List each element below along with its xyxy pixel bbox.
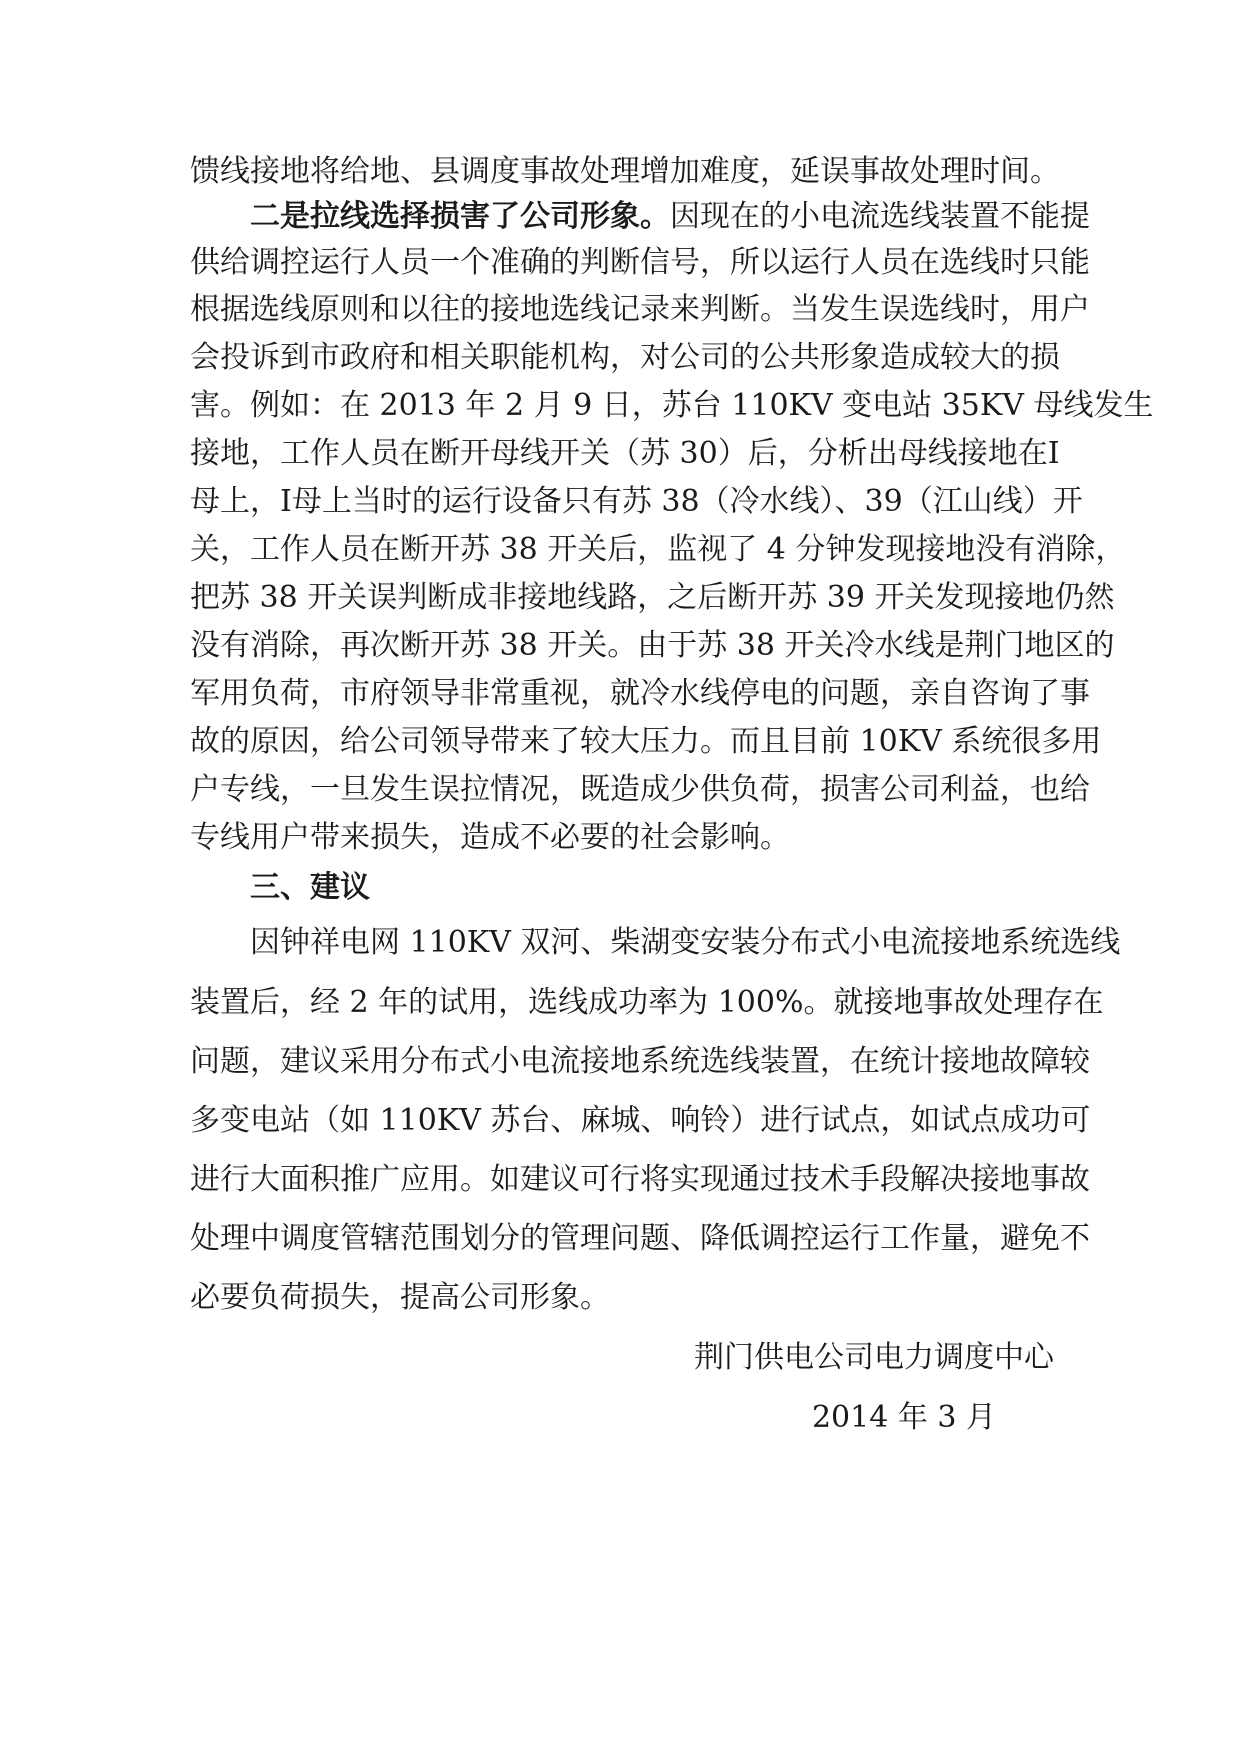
paragraph-line [250, 197, 1090, 237]
paragraph-line: 母上，Ⅰ母上当时的运行设备只有苏 38（冷水线）、39（江山线）开 [190, 484, 1083, 519]
signature-organization: 荆门供电公司电力调度中心 [694, 1340, 1054, 1375]
paragraph-line: 装置后，经 2 年的试用，选线成功率为 100%。就接地事故处理存在 [190, 985, 1104, 1020]
paragraph-line: 进行大面积推广应用。如建议可行将实现通过技术手段解决接地事故 [190, 1162, 1090, 1197]
point-two-first-line: 因现在的小电流选线装置不能提 [670, 199, 1090, 234]
paragraph-line: 户专线，一旦发生误拉情况，既造成少供负荷，损害公司利益，也给 [190, 772, 1090, 807]
paragraph-line: 会投诉到市政府和相关职能机构，对公司的公共形象造成较大的损 [190, 340, 1060, 375]
paragraph-line: 根据选线原则和以往的接地选线记录来判断。当发生误选线时，用户 [190, 292, 1090, 327]
paragraph-line: 多变电站（如 110KV 苏台、麻城、响铃）进行试点，如试点成功可 [190, 1103, 1091, 1138]
paragraph-line: 没有消除，再次断开苏 38 开关。由于苏 38 开关冷水线是荆门地区的 [190, 628, 1115, 663]
section-heading: 三、建议 [250, 870, 370, 905]
paragraph-line: 专线用户带来损失，造成不必要的社会影响。 [190, 820, 790, 855]
paragraph-line: 把苏 38 开关误判断成非接地线路，之后断开苏 39 开关发现接地仍然 [190, 580, 1115, 615]
signature-date: 2014 年 3 月 [811, 1400, 996, 1435]
point-two-lead: 二是拉线选择损害了公司形象。 [250, 199, 670, 234]
paragraph-line: 必要负荷损失，提高公司形象。 [190, 1280, 610, 1315]
paragraph-line: 因钟祥电网 110KV 双河、柴湖变安装分布式小电流接地系统选线 [250, 925, 1121, 960]
paragraph-line: 馈线接地将给地、县调度事故处理增加难度，延误事故处理时间。 [190, 154, 1060, 189]
paragraph-line: 处理中调度管辖范围划分的管理问题、降低调控运行工作量，避免不 [190, 1221, 1090, 1256]
paragraph-line: 关，工作人员在断开苏 38 开关后，监视了 4 分钟发现接地没有消除， [190, 532, 1126, 567]
paragraph-line: 故的原因，给公司领导带来了较大压力。而且目前 10KV 系统很多用 [190, 724, 1102, 759]
paragraph-line: 害。例如：在 2013 年 2 月 9 日，苏台 110KV 变电站 35KV 母线发生 [190, 388, 1154, 423]
paragraph-line: 军用负荷，市府领导非常重视，就冷水线停电的问题，亲自咨询了事 [190, 676, 1090, 711]
paragraph-line: 供给调控运行人员一个准确的判断信号，所以运行人员在选线时只能 [190, 245, 1090, 280]
paragraph-line: 问题，建议采用分布式小电流接地系统选线装置，在统计接地故障较 [190, 1044, 1090, 1079]
paragraph-line: 接地，工作人员在断开母线开关（苏 30）后，分析出母线接地在Ⅰ [190, 436, 1060, 471]
